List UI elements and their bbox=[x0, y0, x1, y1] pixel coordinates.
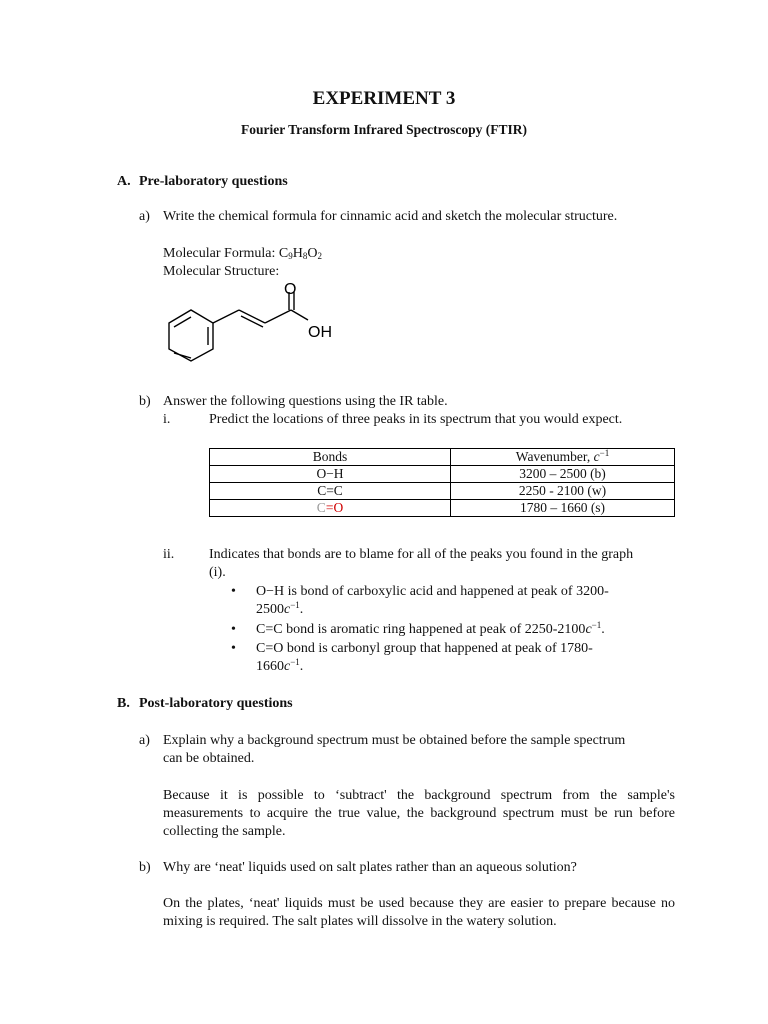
molecular-structure-label: Molecular Structure: bbox=[163, 264, 280, 279]
page-title: EXPERIMENT 3 bbox=[312, 88, 456, 109]
question-a-text: Write the chemical formula for cinnamic acid and sketch the molecular structure. bbox=[163, 209, 618, 224]
header-bonds: Bonds bbox=[210, 449, 451, 466]
post-answer-b: On the plates, ‘neat' liquids must be used because they are easier to prepare because no mixing is required. The salt plates will dissolve in the watery solution. bbox=[163, 896, 675, 929]
bullet-item-cont: $1660c^{-1}$. bbox=[256, 657, 304, 674]
bullet-item: C=C bond is aromatic ring happened at peak of $2250-2100c^{-1}$. bbox=[256, 620, 605, 637]
section-a-label: A. bbox=[117, 174, 131, 189]
sub-question-ii-text-cont: (i). bbox=[209, 565, 226, 580]
table-header-row bbox=[210, 449, 675, 466]
table-row: O−H 3200 – 2500 (b) bbox=[210, 466, 675, 483]
page-subtitle: Fourier Transform Infrared Spectroscopy (FTIR) bbox=[241, 122, 527, 137]
bullet-dot: • bbox=[231, 584, 236, 599]
header-wavenumber: Wavenumber, $c^{-1}$ bbox=[451, 449, 675, 466]
cinnamic-acid-structure bbox=[160, 280, 350, 370]
bullet-item-cont: $2500c^{-1}$. bbox=[256, 600, 304, 617]
table-row: C=C 2250 - 2100 (w) bbox=[210, 483, 675, 500]
sub-question-i-text: Predict the locations of three peaks in its spectrum that you would expect. bbox=[209, 412, 623, 427]
section-b-label: B. bbox=[117, 696, 130, 711]
sub-question-ii-text: Indicates that bonds are to blame for all of the peaks you found in the graph bbox=[209, 547, 634, 562]
post-question-a-text-cont: can be obtained. bbox=[163, 751, 255, 766]
question-a-label: a) bbox=[139, 209, 150, 224]
structure-o-label: O bbox=[284, 281, 297, 298]
bullet-item: O−H is bond of carboxylic acid and happened at peak of 3200- bbox=[256, 584, 609, 599]
molecular-formula: Molecular Formula: $C_9H_8O_2$ bbox=[163, 246, 322, 261]
bullet-dot: • bbox=[231, 622, 236, 637]
ir-table bbox=[209, 448, 675, 517]
bullet-dot: • bbox=[231, 641, 236, 656]
sub-question-ii-label: ii. bbox=[163, 547, 175, 562]
section-b-heading: Post-laboratory questions bbox=[139, 696, 293, 711]
post-question-a-text: Explain why a background spectrum must be obtained before the sample spectrum bbox=[163, 733, 626, 748]
question-b-label: b) bbox=[139, 394, 151, 409]
post-question-b-text: Why are ‘neat' liquids used on salt plates rather than an aqueous solution? bbox=[163, 860, 577, 875]
post-question-a-label: a) bbox=[139, 733, 150, 748]
table-row: C=O 1780 – 1660 (s) bbox=[210, 500, 675, 517]
post-answer-a: Because it is possible to ‘subtract' the background spectrum from the sample's measurements to acquire the true value, the background spectrum must be run before collecting the sample. bbox=[163, 788, 675, 839]
sub-question-i-label: i. bbox=[163, 412, 171, 427]
section-a-heading: Pre-laboratory questions bbox=[139, 174, 288, 189]
bullet-item: C=O bond is carbonyl group that happened at peak of 1780- bbox=[256, 641, 593, 656]
structure-oh-label: OH bbox=[308, 324, 332, 341]
question-b-text: Answer the following questions using the IR table. bbox=[163, 394, 448, 409]
post-question-b-label: b) bbox=[139, 860, 151, 875]
